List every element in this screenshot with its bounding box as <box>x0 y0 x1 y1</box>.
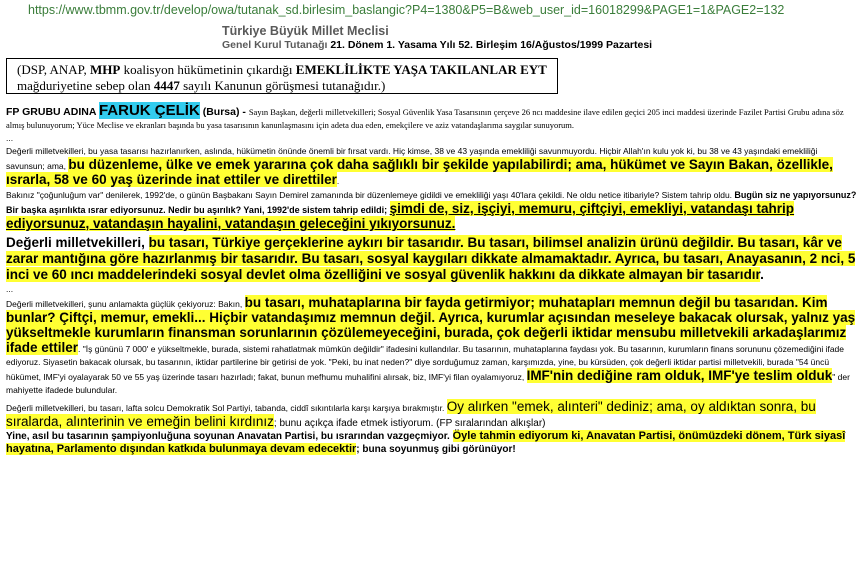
p5-highlight: bu tasarı, muhataplarına bir fayda getirmiyor; muhatapları memnun değil bu tasarıdan. Kim bunlar? Çiftçi, memur, emekli... Hiçbir vatandaşımız memnun değil. Ayrıca, kurumlar açısından meseleye bakacak olursak, yalnız yaş yükseltmekle kurumların finansman sorunlarının çözülemeyeceğini, burada, çok değerli iktidar mensubu milletvekili arkadaşlarımız ifade ettiler <box>6 295 856 355</box>
p6-text: Değerli milletvekilleri, bu tasarı, lafta solcu Demokratik Sol Partiyi, tabanda, ciddî sıkıntılarla karşı karşıya bırakmıştır. <box>6 403 447 413</box>
p6-highlight: Oy alırken "emek, alınteri" dediniz; ama, oy aldıktan sonra, bu sıralarda, alınterinin ve emeğin belini kırdınız <box>6 399 816 429</box>
page-url[interactable]: https://www.tbmm.gov.tr/develop/owa/tutanak_sd.birlesim_baslangic?P4=1380&P5=B&web_user_id=16018299&PAGE1=1&PAGE2=132 <box>28 3 785 17</box>
paragraph-4 <box>6 235 858 283</box>
p3-bold: Bugün siz ne yapıyorsunuz? Bir başka aşırılıkta ısrar ediyorsunuz. Nedir bu aşırılık? Yani, 1992'de sistem tahrip edildi; <box>6 190 857 215</box>
p5-tail: . "İş gününü 7 000' e yükseltmekle, burada, sistemi rahatlatmak mümkün değildir" ifadesini kullandılar. Bu tasarının, muhataplarına faydası yok. Bu tasarının, kurumların finans sorununu çözemediğini ifade ediyoruz. Siyasetin bakacak olursak, bu tasarının, iktidar partilerine bir getirisi de yok. "Peki, bu inat neden?" diye sorduğumuz zaman, karşımızda, yine, bu kürsüden, çok değerli iktidar partisi milletvekili, burada "54 üncü hükümet, IMF'yi oyalayarak 50 ve 55 yaş üzerinde tasarı hazırladı; fakat, bunun mefhumu muhalifini alırsak, biz, IMF'yi filan oyalamıyoruz, <box>6 344 845 382</box>
page-subtitle <box>222 39 652 51</box>
p7-highlight: Öyle tahmin ediyorum ki, Anavatan Partisi, önümüzdeki dönem, Türk siyasî hayatına, Parlamento dışından katkıda bulunmaya devam edecektir <box>6 430 846 455</box>
p2-text: Değerli milletvekilleri, bu yasa tasarısı hazırlanırken, aslında, hükümetin önünde önemli bir fırsat vardı. Hiç kimse, 38 ve 43 yaşında emekliliği savunmuyordu. Hiçbir Allah'ın kulu yok ki, bu 38 ve 43 yaşındaki emekliliği savunsun; ama, <box>6 146 818 171</box>
notice-text-1: (DSP, ANAP, <box>17 62 90 77</box>
p7-end: ; buna soyunmuş gibi görünüyor! <box>356 444 516 455</box>
notice-box <box>6 58 558 94</box>
ellipsis-1: ... <box>6 133 14 143</box>
notice-text-5: mağduriyetine sebep olan <box>17 78 154 93</box>
p7-bold: Yine, asıl bu tasarının şampiyonluğuna soyunan Anavatan Partisi, bu ısrarından vazgeçmiyor. <box>6 431 453 442</box>
notice-text-4: EMEKLİLİKTE YAŞA TAKILANLAR EYT <box>295 62 547 77</box>
p4-end: . <box>760 267 764 282</box>
page-title: Türkiye Büyük Millet Meclisi <box>222 24 389 38</box>
speaker-group: FP GRUBU ADINA <box>6 106 99 118</box>
speech-content <box>6 104 858 456</box>
paragraph-3 <box>6 189 858 232</box>
notice-text-7: sayılı Kanunun görüşmesi tutanağıdır.) <box>179 78 386 93</box>
p2-highlight: bu düzenleme, ülke ve emek yararına çok daha sağlıklı bir şekilde yapılabilirdi; ama, hükümet ve Sayın Bakan, özellikle, ısrarla, 58 ve 60 yaş üzerinde inat ettiler ve direttiler <box>6 157 833 187</box>
notice-text-6: 4447 <box>153 78 180 93</box>
p5-end: " der mahiyette ifadede bulundular. <box>6 372 850 395</box>
p5-text: Değerli milletvekilleri, şunu anlamakta güçlük çekiyoruz: Bakın, <box>6 299 245 309</box>
p4-highlight: bu tasarı, Türkiye gerçeklerine aykırı bir tasarıdır. Bu tasarı, bilimsel analizin ürünü değildir. Bu tasarı, kâr ve zarar mantığına göre hazırlanmış bir tasarıdır. Bu tasarı, sosyal kaygıları dikkate almamaktadır. Ayrıca, bu tasarı, Anayasanın, 2 nci, 5 inci ve 60 ıncı maddelerindeki sosyal devlet olma özelliğini ve sosyal güvenlik hakkını da dikkate almayan bir tasarıdır <box>6 235 856 282</box>
notice-text-2: MHP <box>89 62 121 77</box>
paragraph-7 <box>6 430 858 456</box>
intro-text: Sayın Başkan, değerli milletvekilleri; Sosyal Güvenlik Yasa Tasarısının çerçeve 26 ncı maddesine ilave edilen geçici 205 inci maddesi üzerinde Fazilet Partisi Grubu adına söz almış bulunuyorum; Yüce Meclise ve ekranları başında bu yasa tasarısının kanunlaşmasını için adeta dua eden, emekçilere ve aziz vatandaşlarıma saygılar sunuyorum. <box>6 107 844 130</box>
speaker-name: FARUK ÇELİK <box>98 102 200 119</box>
subtitle-session: 21. Dönem 1. Yasama Yılı 52. Birleşim 16/Ağustos/1999 Pazartesi <box>330 39 653 51</box>
speaker-region: (Bursa) - <box>199 106 249 118</box>
p6-end: ; bunu açıkça ifade etmek istiyorum. (FP sıralarından alkışlar) <box>273 418 546 429</box>
ellipsis-2: ... <box>6 284 14 294</box>
p3-text: Bakınız "çoğunluğum var" denilerek, 1992'de, o günün Başbakanı Sayın Demirel zamanında bir düzenlemeye gidildi ve emekliliği yaşı 40'lara çekildi. Ne oldu netice itibariyle? Sistem tahrip oldu. <box>6 190 735 200</box>
paragraph-6 <box>6 400 858 430</box>
p5-highlight-imf: IMF'nin dediğine ram olduk, IMF'ye teslim olduk <box>526 368 833 383</box>
p3-highlight: şimdi de, siz, işçiyi, memuru, çiftçiyi, emekliyi, vatandaşı tahrip ediyorsunuz, vatandaşın hayalini, vatandaşın geleceğini yıkıyorsunuz. <box>6 201 795 231</box>
speech-intro <box>6 104 858 132</box>
p4-lead: Değerli milletvekilleri, <box>6 235 149 250</box>
paragraph-2 <box>6 145 858 188</box>
paragraph-5 <box>6 296 858 397</box>
notice-text-3: koalisyon hükümetinin çıkardığı <box>120 62 296 77</box>
subtitle-label: Genel Kurul Tutanağı <box>222 39 331 51</box>
p2-end: . <box>336 176 340 186</box>
